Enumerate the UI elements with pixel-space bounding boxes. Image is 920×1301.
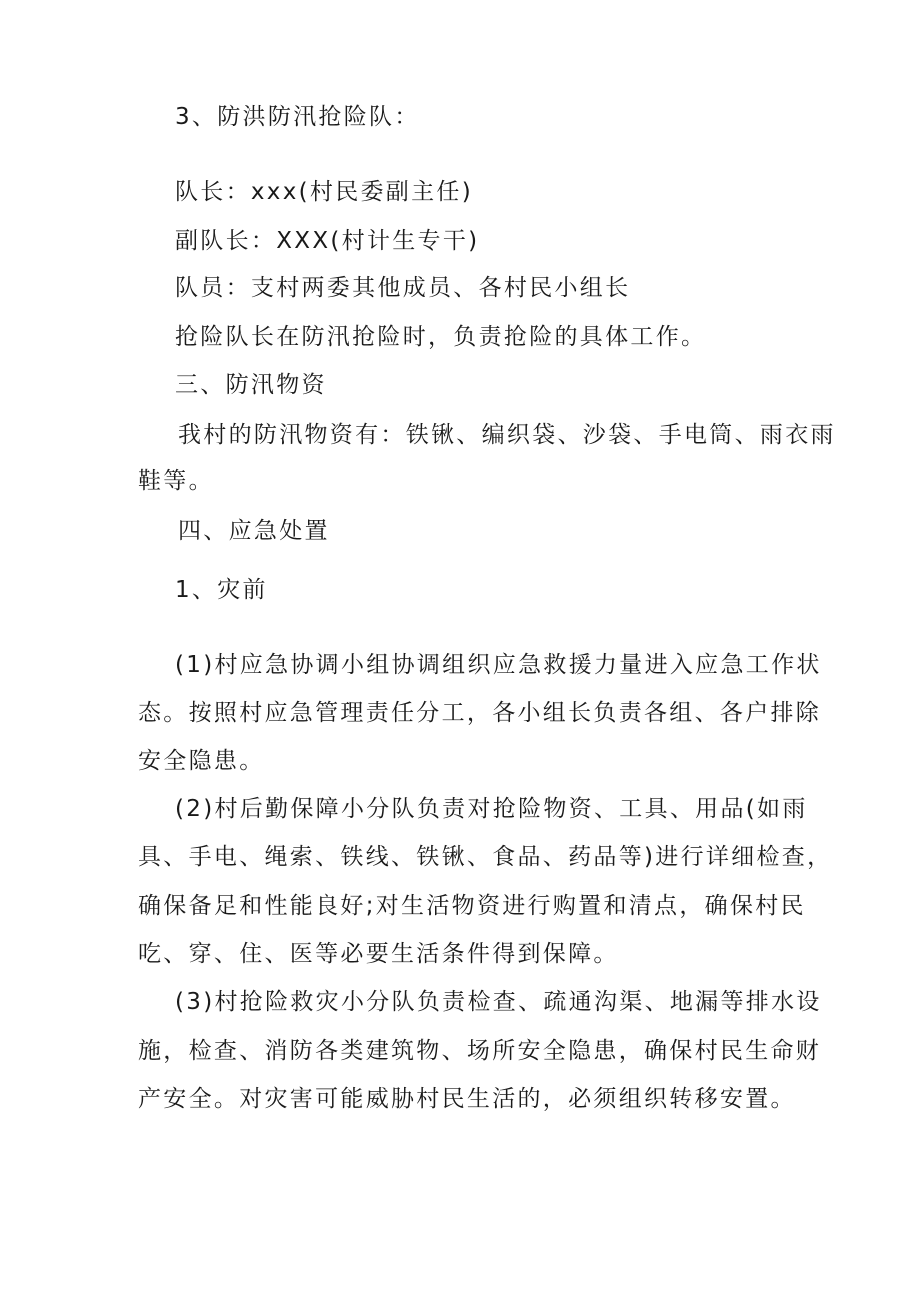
heading-flood-materials: 三、防汛物资 [175, 372, 327, 398]
paragraph-1-line-1: (1)村应急协调小组协调组织应急救援力量进入应急工作状 [175, 652, 822, 678]
paragraph-1-line-2: 态。按照村应急管理责任分工，各小组长负责各组、各户排除 [138, 700, 822, 726]
captain-line: 队长：xxx(村民委副主任) [175, 179, 473, 205]
paragraph-3-line-3: 产安全。对灾害可能威胁村民生活的，必须组织转移安置。 [138, 1086, 796, 1112]
paragraph-2-line-1: (2)村后勤保障小分队负责对抢险物资、工具、用品(如雨 [175, 796, 808, 822]
paragraph-3-line-2: 施，检查、消防各类建筑物、场所安全隐患，确保村民生命财 [138, 1038, 822, 1064]
captain-duty-line: 抢险队长在防汛抢险时，负责抢险的具体工作。 [175, 324, 707, 350]
paragraph-2-line-4: 吃、穿、住、医等必要生活条件得到保障。 [138, 941, 619, 967]
paragraph-1-line-3: 安全隐患。 [138, 748, 265, 774]
heading-emergency-response: 四、应急处置 [178, 518, 330, 544]
subheading-before-disaster: 1、灾前 [175, 577, 268, 603]
materials-paragraph-line-2: 鞋等。 [138, 468, 214, 494]
vice-captain-line: 副队长：XXX(村计生专干) [175, 228, 480, 254]
paragraph-3-line-1: (3)村抢险救灾小分队负责检查、疏通沟渠、地漏等排水设 [175, 989, 822, 1015]
materials-paragraph-line-1: 我村的防汛物资有：铁锹、编织袋、沙袋、手电筒、雨衣雨 [178, 422, 836, 448]
paragraph-2-line-2: 具、手电、绳索、铁线、铁锹、食品、药品等)进行详细检查， [138, 844, 833, 870]
paragraph-2-line-3: 确保备足和性能良好;对生活物资进行购置和清点，确保村民 [138, 893, 806, 919]
members-line: 队员：支村两委其他成员、各村民小组长 [175, 275, 631, 301]
section-title-flood-team: 3、防洪防汛抢险队： [175, 104, 420, 130]
